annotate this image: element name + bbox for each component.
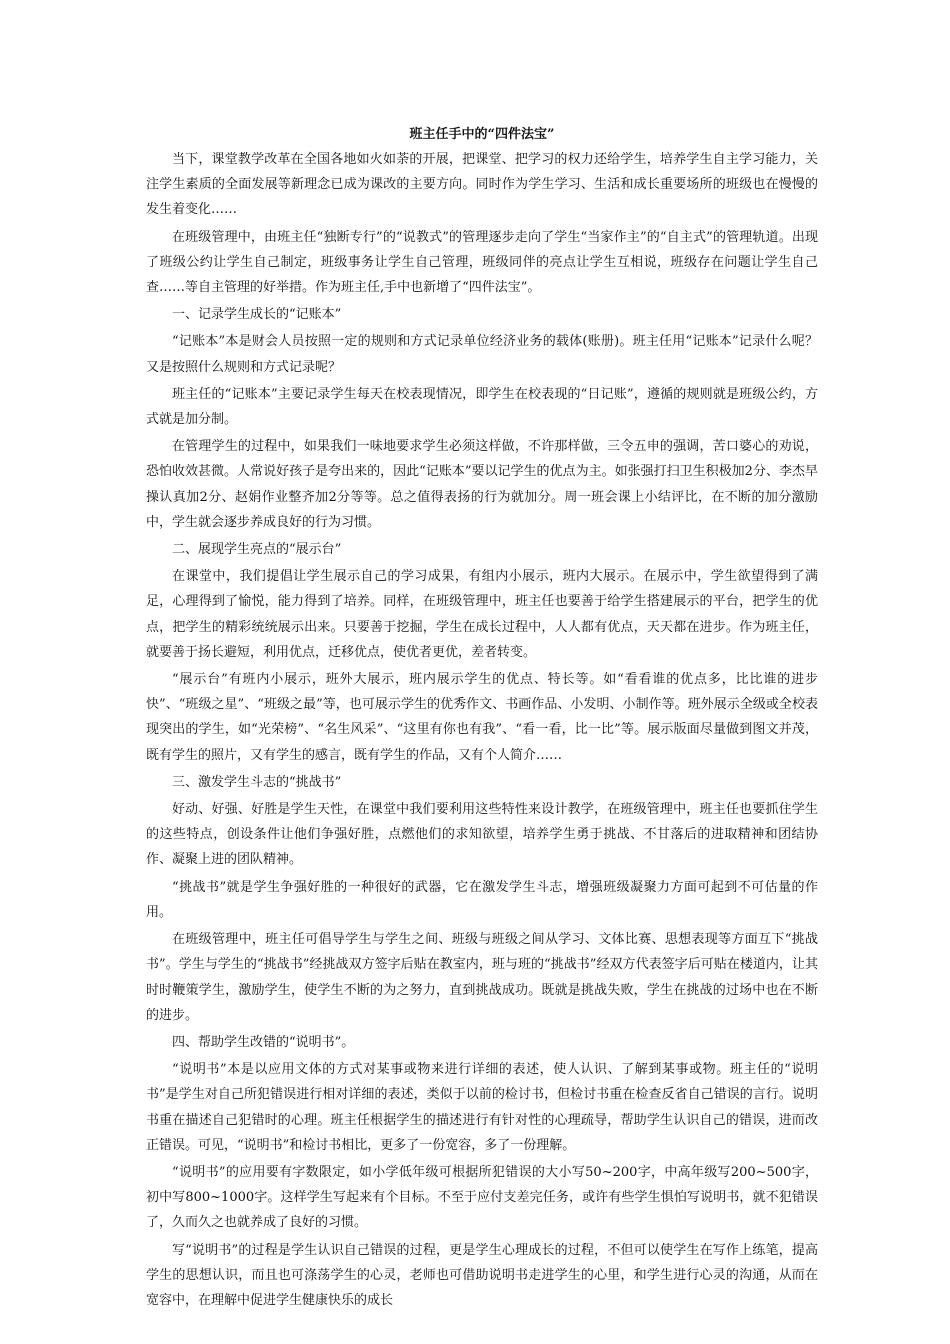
- paragraph: “挑战书”就是学生争强好胜的一种很好的武器，它在激发学生斗志，增强班级凝聚力方面可起到不可估量的作用。: [146, 879, 818, 920]
- paragraph: 班主任的“记账本”主要记录学生每天在校表现情况，即学生在校表现的“日记账”，遵循的规则就是班级公约，方式就是加分制。: [146, 386, 818, 428]
- paragraph: 写“说明书”的过程是学生认识自己错误的过程，更是学生心理成长的过程，不但可以使学生在写作上练笔，提高学生的思想认识，而且也可涤荡学生的心灵，老师也可借助说明书走进学生的心里，和学生进行心灵的沟通，从而在宽容中，在理解中促进学生健康快乐的成长: [146, 1242, 818, 1308]
- paragraph: 在管理学生的过程中，如果我们一味地要求学生必须这样做，不许那样做，三令五申的强调，苦口婆心的劝说，恐怕收效甚微。人常说好孩子是夸出来的，因此“记账本”要以记学生的优点为主。如张强打扫卫生积极加2分、李杰早操认真加2分、赵娟作业整齐加2分等等。总之值得表扬的行为就加分。周一班会课上小结评比，在不断的加分激励中，学生就会逐步养成良好的行为习惯。: [146, 439, 818, 530]
- paragraph: “说明书”的应用要有字数限定，如小学低年级可根据所犯错误的大小写50~200字，中高年级写200~500字，初中写800~1000字。这样学生写起来有个目标。不至于应付支差完任务，或许有些学生惧怕写说明书，就不犯错误了，久而久之也就养成了良好的习惯。: [146, 1164, 818, 1231]
- section-heading: 一、记录学生成长的“记账本”: [172, 307, 342, 323]
- paragraph: “说明书”本是以应用文体的方式对某事或物来进行详细的表述，使人认识、了解到某事或物。班主任的“说明书”是学生对自己所犯错误进行相对详细的表述，类似于以前的检讨书，但检讨书重在检查反省自己错误的言行。说明书重在描述自己犯错时的心理。班主任根据学生的描述进行有针对性的心理疏导，帮助学生认识自己的错误，进而改正错误。可见，“说明书”和检讨书相比，更多了一份宽容，多了一份理解。: [146, 1062, 818, 1153]
- paragraph: 当下，课堂教学改革在全国各地如火如荼的开展，把课堂、把学习的权力还给学生，培养学生自主学习能力，关注学生素质的全面发展等新理念已成为课改的主要方向。同时作为学生学习、生活和成长重要场所的班级也在慢慢的发生着变化……: [146, 152, 818, 218]
- paragraph: 在课堂中，我们提倡让学生展示自己的学习成果，有组内小展示，班内大展示。在展示中，学生欲望得到了满足，心理得到了愉悦，能力得到了培养。同样，在班级管理中，班主任也要善于给学生搭建展示的平台，把学生的优点，把学生的精彩统统展示出来。只要善于挖掘，学生在成长过程中，人人都有优点，天天都在进步。作为班主任，就要善于扬长避短，利用优点，迁移优点，使优者更优，差者转变。: [146, 569, 818, 660]
- paragraph: 好动、好强、好胜是学生天性，在课堂中我们要利用这些特性来设计教学，在班级管理中，班主任也要抓住学生的这些特点，创设条件让他们争强好胜，点燃他们的求知欲望，培养学生勇于挑战、不甘落后的进取精神和团结协作、凝聚上进的团队精神。: [146, 802, 818, 868]
- section-heading: 三、激发学生斗志的“挑战书”: [172, 774, 342, 790]
- document-page: [146, 122, 818, 1315]
- paragraph: “展示台”有班内小展示，班外大展示，班内展示学生的优点、特长等。如“看看谁的优点多，比比谁的进步快”、“班级之星”、“班级之最”等，也可展示学生的优秀作文、书画作品、小发明、小制作等。班外展示全级或全校表现突出的学生，如“光荣榜”、“名生风采”、“这里有你也有我”、“看一看，比一比”等。展示版面尽量做到图文并茂，既有学生的照片，又有学生的感言，既有学生的作品，又有个人简介……: [146, 672, 818, 763]
- section-heading: 二、展现学生亮点的“展示台”: [172, 542, 342, 558]
- document-body: [146, 147, 818, 1313]
- paragraph: 在班级管理中，由班主任“独断专行”的“说教式”的管理逐步走向了学生“当家作主”的“自主式”的管理轨道。出现了班级公约让学生自己制定，班级事务让学生自己管理，班级同伴的亮点让学生互相说，班级存在问题让学生自己查……等自主管理的好举措。作为班主任,手中也新增了“四件法宝”。: [146, 229, 818, 296]
- document-title: 班主任手中的“四件法宝”: [409, 127, 555, 142]
- paragraph: 在班级管理中，班主任可倡导学生与学生之间、班级与班级之间从学习、文体比赛、思想表现等方面互下“挑战书”。学生与学生的“挑战书”经挑战双方签字后贴在教室内，班与班的“挑战书”经双方代表签字后可贴在楼道内，让其时时鞭策学生，激励学生，使学生不断的为之努力，直到挑战成功。既就是挑战失败，学生在挑战的过场中也在不断的进步。: [146, 932, 818, 1023]
- paragraph: “记账本”本是财会人员按照一定的规则和方式记录单位经济业务的载体(账册)。班主任用“记账本”记录什么呢？又是按照什么规则和方式记录呢？: [146, 334, 818, 375]
- section-heading: 四、帮助学生改错的“说明书”。: [172, 1034, 355, 1050]
